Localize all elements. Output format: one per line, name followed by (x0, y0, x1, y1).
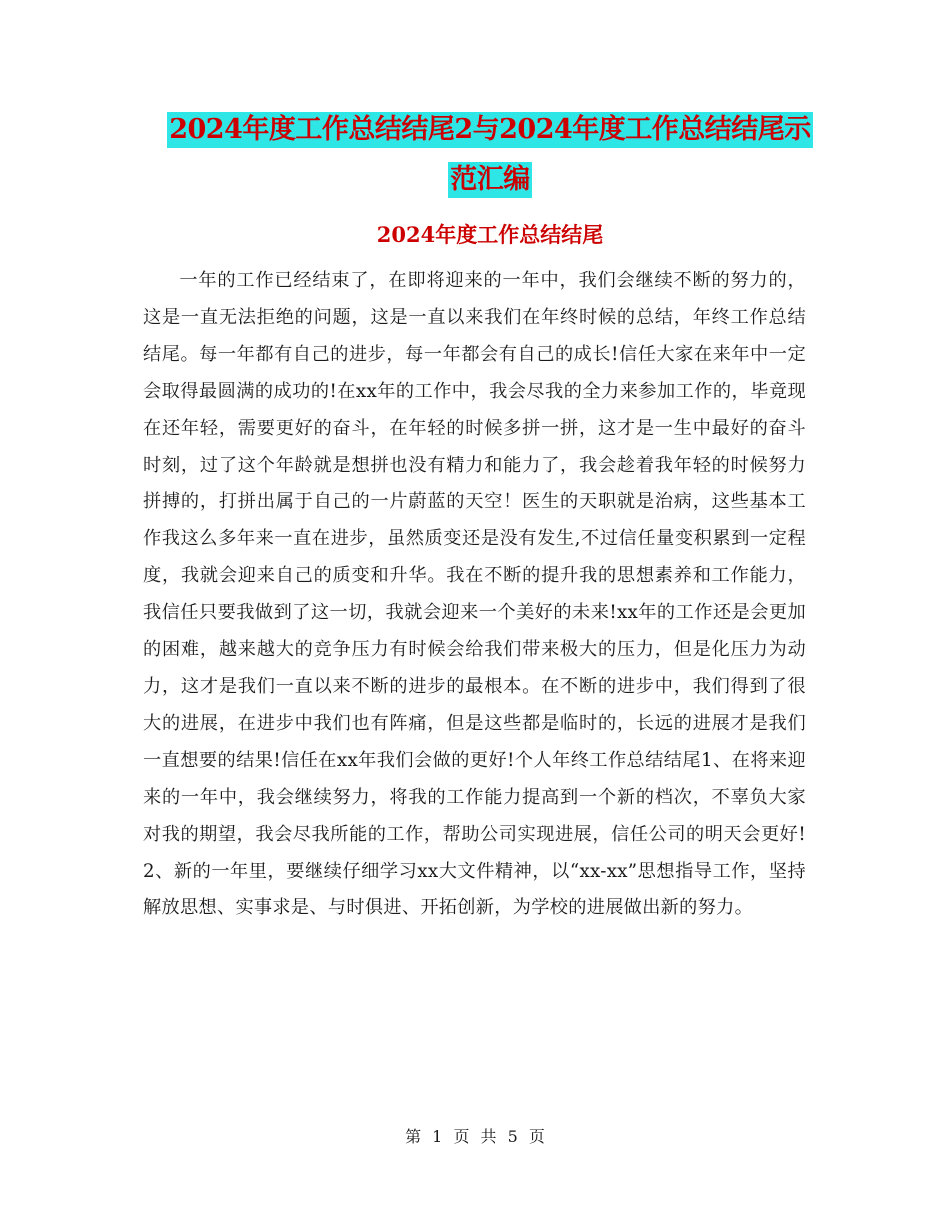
title-line-2: 范汇编 (448, 162, 532, 198)
document-title (140, 112, 840, 198)
page-number-footer: 第 1 页 共 5 页 (405, 1127, 545, 1146)
body-paragraph: 一年的工作已经结束了，在即将迎来的一年中，我们会继续不断的努力的，这是一直无法拒绝的问题，这是一直以来我们在年终时候的总结，年终工作总结结尾。每一年都有自己的进步，每一年都会有自己的成长!信任大家在来年中一定会取得最圆满的成功的!在xx年的工作中，我会尽我的全力来参加工作的，毕竟现在还年轻，需要更好的奋斗，在年轻的时候多拼一拼，这才是一生中最好的奋斗时刻，过了这个年龄就是想拼也没有精力和能力了，我会趁着我年轻的时候努力拼搏的，打拼出属于自己的一片蔚蓝的天空！医生的天职就是治病，这些基本工作我这么多年来一直在进步，虽然质变还是没有发生,不过信任量变积累到一定程度，我就会迎来自己的质变和升华。我在不断的提升我的思想素养和工作能力，我信任只要我做到了这一切，我就会迎来一个美好的未来!xx年的工作还是会更加的困难，越来越大的竞争压力有时候会给我们带来极大的压力，但是化压力为动力，这才是我们一直以来不断的进步的最根本。在不断的进步中，我们得到了很大的进展，在进步中我们也有阵痛，但是这些都是临时的，长远的进展才是我们一直想要的结果!信任在xx年我们会做的更好!个人年终工作总结结尾1、在将来迎来的一年中，我会继续努力，将我的工作能力提高到一个新的档次，不辜负大家对我的期望，我会尽我所能的工作，帮助公司实现进展，信任公司的明天会更好!2、新的一年里，要继续仔细学习xx大文件精神，以“xx-xx”思想指导工作，坚持解放思想、实事求是、与时俱进、开拓创新，为学校的进展做出新的努力。 (143, 270, 806, 919)
section-heading: 2024年度工作总结结尾 (376, 222, 604, 247)
title-line-1: 2024年度工作总结结尾2与2024年度工作总结结尾示 (167, 112, 813, 148)
